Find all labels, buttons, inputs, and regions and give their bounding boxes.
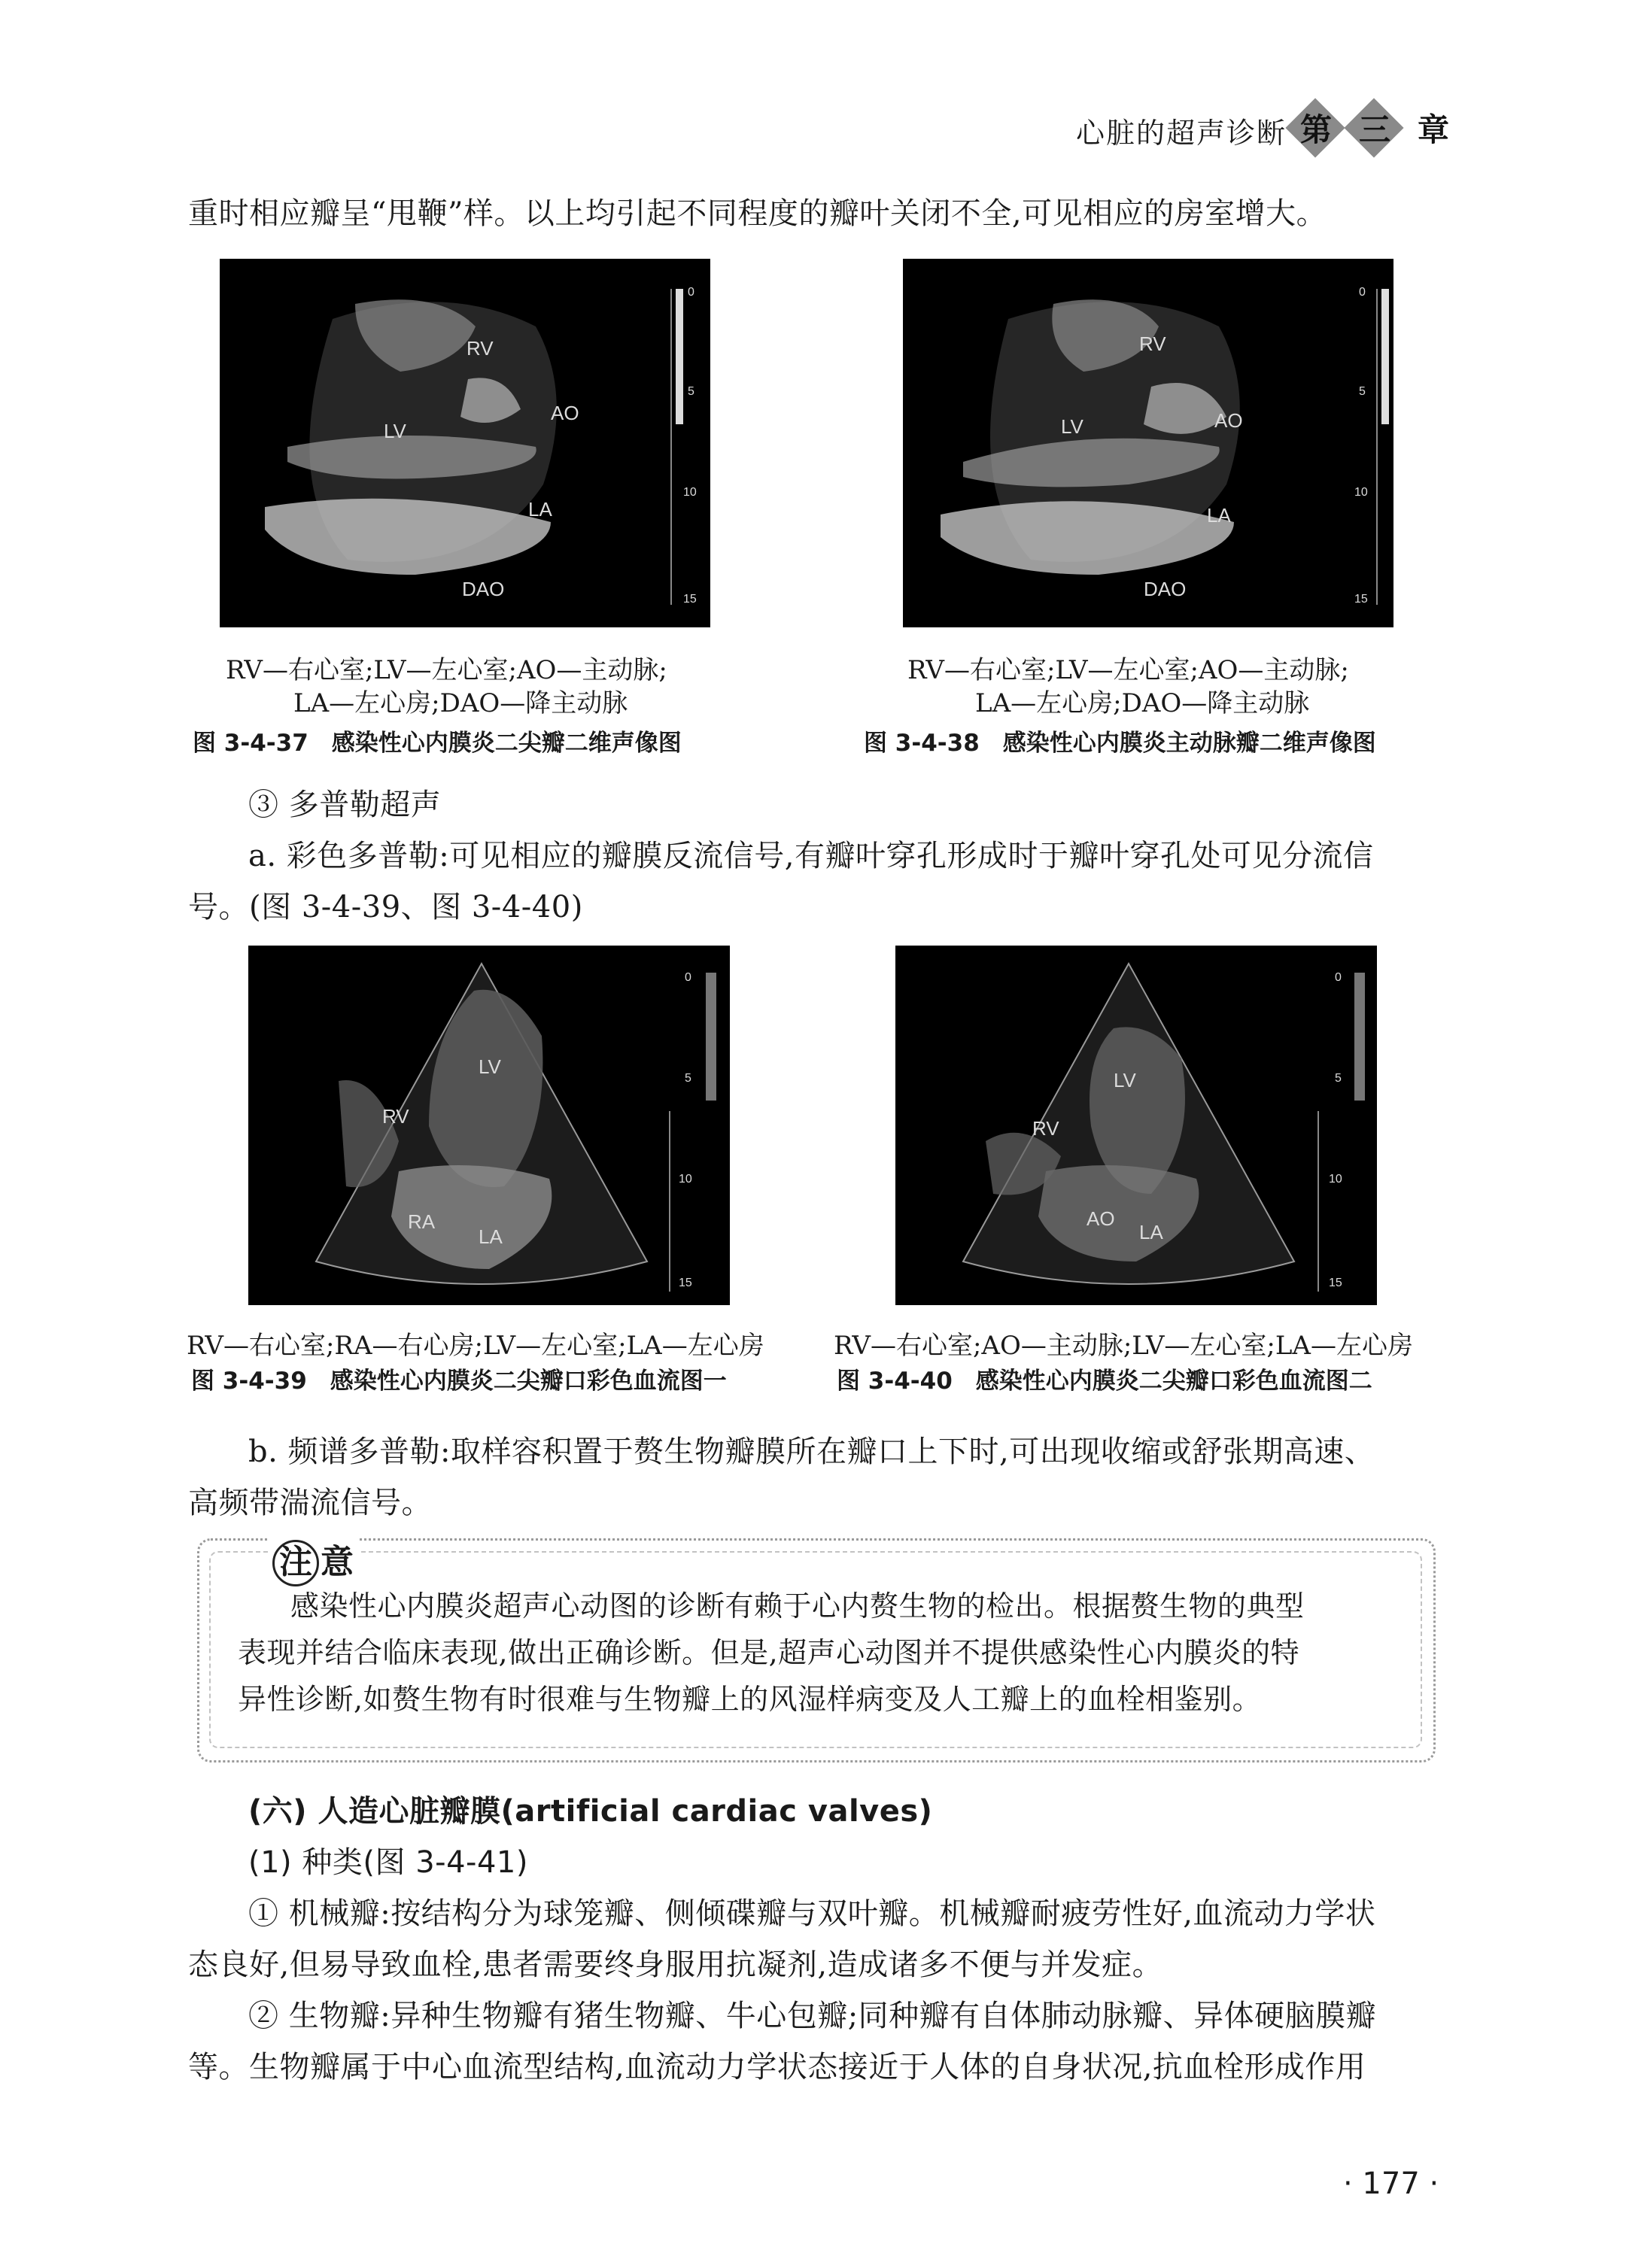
running-header-title: 心脏的超声诊断 <box>1076 117 1287 150</box>
label-rv: RV <box>467 337 494 360</box>
chapter-char-2: 三 <box>1359 111 1391 148</box>
chapter-char-1: 第 <box>1300 111 1333 148</box>
mechanical-valve-line-2: 态良好,但易导致血栓,患者需要终身服用抗凝剂,造成诸多不便与并发症。 <box>188 1948 1163 1982</box>
note-line-3: 异性诊断,如赘生物有时很难与生物瓣上的风湿样病变及人工瓣上的血栓相鉴别。 <box>238 1683 1262 1716</box>
spectral-doppler-line-2: 高频带湍流信号。 <box>188 1486 432 1520</box>
label-ao: AO <box>551 402 579 424</box>
body-line-1: 重时相应瓣呈“甩鞭”样。以上均引起不同程度的瓣叶关闭不全,可见相应的房室增大。 <box>188 196 1327 231</box>
echo-image-fig37 <box>220 259 710 627</box>
chapter-char-3: 章 <box>1418 111 1450 148</box>
note-line-2: 表现并结合临床表现,做出正确诊断。但是,超声心动图并不提供感染性心内膜炎的特 <box>238 1636 1300 1669</box>
scale-tick-5: 5 <box>688 385 694 398</box>
fig37-legend-2: LA—左心房;DAO—降主动脉 <box>293 688 628 718</box>
scale-tick-10: 10 <box>1329 1173 1342 1186</box>
label-la: LA <box>528 498 552 521</box>
note-title-char-2: 意 <box>321 1543 354 1581</box>
spectral-doppler-line-1: b. 频谱多普勒:取样容积置于赘生物瓣膜所在瓣口上下时,可出现收缩或舒张期高速、 <box>248 1435 1375 1469</box>
label-ao: AO <box>1087 1207 1115 1230</box>
scale-tick-15: 15 <box>1329 1277 1342 1289</box>
note-title <box>268 1535 358 1586</box>
scale-tick-0: 0 <box>688 286 694 299</box>
label-rv: RV <box>1139 332 1166 355</box>
fig40-legend: RV—右心室;AO—主动脉;LV—左心室;LA—左心房 <box>834 1331 1413 1361</box>
scale-tick-10: 10 <box>683 486 697 499</box>
note-line-1: 感染性心内膜炎超声心动图的诊断有赖于心内赘生物的检出。根据赘生物的典型 <box>290 1589 1305 1623</box>
page-number: · 177 · <box>1343 2166 1439 2201</box>
fig40-caption: 图 3-4-40 感染性心内膜炎二尖瓣口彩色血流图二 <box>837 1368 1372 1395</box>
scale-tick-5: 5 <box>1335 1072 1342 1085</box>
bio-valve-line-2: 等。生物瓣属于中心血流型结构,血流动力学状态接近于人体的自身状况,抗血栓形成作用 <box>188 2050 1366 2084</box>
scale-tick-0: 0 <box>685 971 691 984</box>
label-la: LA <box>1207 504 1231 527</box>
scale-tick-0: 0 <box>1335 971 1342 984</box>
label-lv: LV <box>1061 415 1083 438</box>
section-heading-artificial-valves: (六) 人造心脏瓣膜(artificial cardiac valves) <box>248 1794 933 1829</box>
fig39-legend: RV—右心室;RA—右心房;LV—左心室;LA—左心房 <box>187 1331 764 1361</box>
scale-tick-0: 0 <box>1359 286 1366 299</box>
echo-image-fig38 <box>903 259 1393 627</box>
mechanical-valve-line-1: ① 机械瓣:按结构分为球笼瓣、侧倾碟瓣与双叶瓣。机械瓣耐疲劳性好,血流动力学状 <box>248 1896 1376 1931</box>
color-doppler-line-2: 号。(图 3-4-39、图 3-4-40) <box>188 890 583 925</box>
scale-tick-15: 15 <box>679 1277 692 1289</box>
fig38-legend-2: LA—左心房;DAO—降主动脉 <box>975 688 1310 718</box>
fig39-caption: 图 3-4-39 感染性心内膜炎二尖瓣口彩色血流图一 <box>191 1368 727 1395</box>
label-lv: LV <box>1114 1069 1136 1091</box>
fig37-caption: 图 3-4-37 感染性心内膜炎二尖瓣二维声像图 <box>193 730 682 757</box>
label-rv: RV <box>382 1105 409 1128</box>
fig38-caption: 图 3-4-38 感染性心内膜炎主动脉瓣二维声像图 <box>864 730 1376 757</box>
label-ra: RA <box>408 1210 436 1233</box>
note-title-char-1: 注 <box>272 1540 319 1586</box>
label-ao: AO <box>1214 409 1243 432</box>
fig38-legend-1: RV—右心室;LV—左心室;AO—主动脉; <box>907 655 1349 685</box>
chapter-badge <box>1294 104 1460 152</box>
scale-tick-10: 10 <box>679 1173 692 1186</box>
label-la: LA <box>479 1225 503 1248</box>
fig37-legend-1: RV—右心室;LV—左心室;AO—主动脉; <box>226 655 667 685</box>
echo-image-fig40 <box>895 946 1377 1305</box>
color-doppler-line-1: a. 彩色多普勒:可见相应的瓣膜反流信号,有瓣叶穿孔形成时于瓣叶穿孔处可见分流信 <box>248 839 1374 873</box>
scale-tick-5: 5 <box>1359 385 1366 398</box>
scale-tick-15: 15 <box>683 593 697 606</box>
bio-valve-line-1: ② 生物瓣:异种生物瓣有猪生物瓣、牛心包瓣;同种瓣有自体肺动脉瓣、异体硬脑膜瓣 <box>248 1999 1377 2033</box>
subsection-types: (1) 种类(图 3-4-41) <box>248 1845 528 1880</box>
label-dao: DAO <box>462 578 505 600</box>
scale-tick-15: 15 <box>1354 593 1368 606</box>
scale-tick-10: 10 <box>1354 486 1368 499</box>
label-lv: LV <box>479 1055 501 1078</box>
echo-image-fig39 <box>248 946 730 1305</box>
scale-tick-5: 5 <box>685 1072 691 1085</box>
label-la: LA <box>1139 1221 1163 1243</box>
label-rv: RV <box>1032 1117 1059 1140</box>
doppler-heading: ③ 多普勒超声 <box>248 788 442 822</box>
label-dao: DAO <box>1144 578 1187 600</box>
label-lv: LV <box>384 420 406 442</box>
